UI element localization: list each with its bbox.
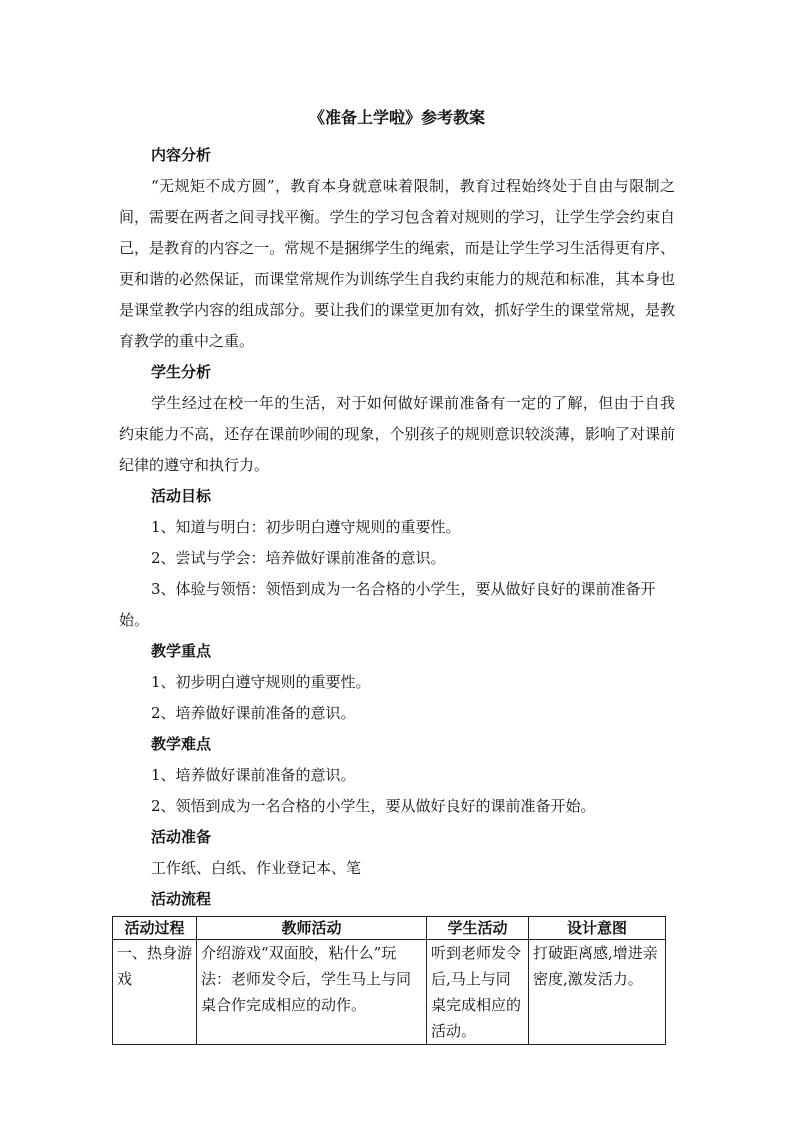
heading-key-points: 教学重点 <box>151 642 212 660</box>
activity-process-table <box>112 916 666 1045</box>
paragraph-student-analysis: 学生经过在校一年的生活，对于如何做好课前准备有一定的了解，但由于自我约束能力不高，还存在课前吵闹的现象，个别孩子的规则意识较淡薄，影响了对课前纪律的遵守和执行力。 <box>119 394 675 474</box>
heading-process: 活动流程 <box>151 890 212 908</box>
key-point-item: 1、初步明白遵守规则的重要性。 <box>151 673 371 691</box>
heading-preparation: 活动准备 <box>151 828 212 846</box>
column-header-teacher: 教师活动 <box>197 917 427 940</box>
table-row <box>113 940 666 1045</box>
difficulty-item: 1、培养做好课前准备的意识。 <box>151 766 356 784</box>
heading-content-analysis: 内容分析 <box>151 146 212 164</box>
key-point-item: 2、培养做好课前准备的意识。 <box>151 704 356 722</box>
heading-objectives: 活动目标 <box>151 487 212 505</box>
cell-design-intent: 打破距离感,增进亲密度,激发活力。 <box>529 940 666 1045</box>
objective-item: 2、尝试与学会：培养做好课前准备的意识。 <box>151 549 446 567</box>
column-header-intent: 设计意图 <box>529 917 666 940</box>
heading-difficulties: 教学难点 <box>151 735 212 753</box>
table-header-row <box>113 917 666 940</box>
cell-stage: 一、热身游戏 <box>113 940 197 1045</box>
objective-item: 3、体验与领悟：领悟到成为一名合格的小学生，要从做好良好的课前准备开始。 <box>119 580 656 629</box>
heading-student-analysis: 学生分析 <box>151 363 212 381</box>
cell-teacher-activity: 介绍游戏“双面胶，粘什么”玩法：老师发令后，学生马上与同桌合作完成相应的动作。 <box>197 940 427 1045</box>
document-body <box>119 140 675 915</box>
difficulty-item: 2、领悟到成为一名合格的小学生，要从做好良好的课前准备开始。 <box>151 797 596 815</box>
cell-student-activity: 听到老师发令后,马上与同桌完成相应的活动。 <box>427 940 529 1045</box>
column-header-student: 学生活动 <box>427 917 529 940</box>
paragraph-content-analysis: “无规矩不成方圆”，教育本身就意味着限制，教育过程始终处于自由与限制之间，需要在两者之间寻找平衡。学生的学习包含着对规则的学习，让学生学会约束自己，是教育的内容之一。常规不是捆绑学生的绳索，而是让学生学习生活得更有序、更和谐的必然保证，而课堂常规作为训练学生自我约束能力的规范和标准，其本身也是课堂教学内容的组成部分。要让我们的课堂更加有效，抓好学生的课堂常规，是教育教学的重中之重。 <box>119 177 675 350</box>
objective-item: 1、知道与明白：初步明白遵守规则的重要性。 <box>151 518 461 536</box>
preparation-text: 工作纸、白纸、作业登记本、笔 <box>151 859 362 877</box>
column-header-stage: 活动过程 <box>113 917 197 940</box>
document-title: 《准备上学啦》参考教案 <box>308 108 485 127</box>
